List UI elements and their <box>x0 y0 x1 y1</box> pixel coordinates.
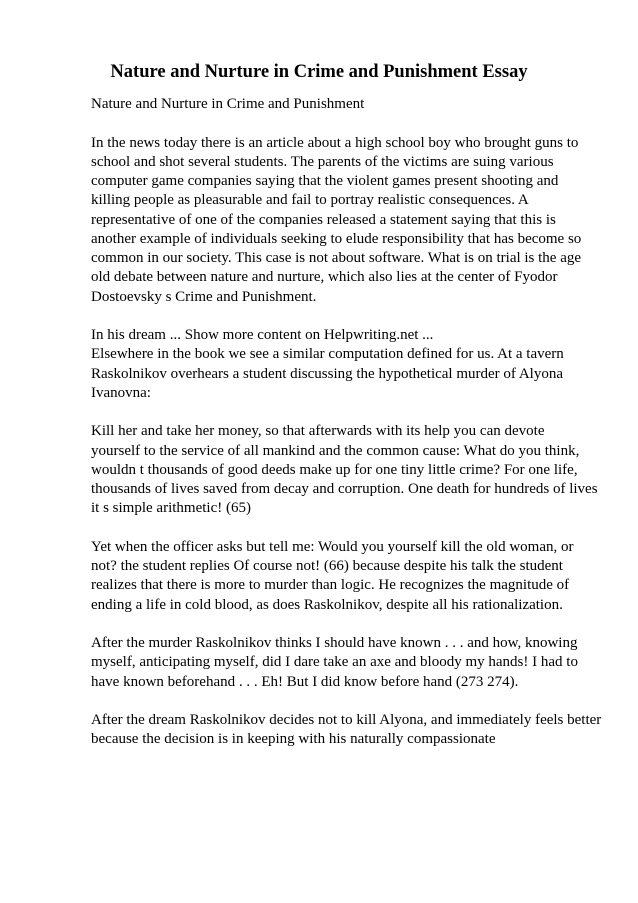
text-line: old debate between nature and nurture, which also lies at the center of Fyodor <box>91 269 558 286</box>
text-line: Elsewhere in the book we see a similar computation defined for us. At a tavern <box>91 346 564 363</box>
text-line: In his dream ... Show more content on Helpwriting.net ... <box>91 327 434 343</box>
paragraph-1 <box>91 134 611 307</box>
text-line: computer game companies saying that the violent games present shooting and <box>91 173 559 189</box>
text-line: realizes that there is more to murder than logic. He recognizes the magnitude of <box>91 577 570 594</box>
document-title: Nature and Nurture in Crime and Punishment Essay <box>110 62 528 82</box>
text-line: In the news today there is an article about a high school boy who brought guns to <box>91 134 579 151</box>
subtitle-line: Nature and Nurture in Crime and Punishment <box>91 96 365 112</box>
text-line: Kill her and take her money, so that afterwards with its help you can devote <box>91 423 545 440</box>
paragraph-2 <box>91 326 611 403</box>
paragraph-6 <box>91 711 611 750</box>
text-line: Yet when the officer asks but tell me: Would you yourself kill the old woman, or <box>91 538 574 555</box>
paragraph-4 <box>91 538 611 615</box>
text-line: because the decision is in keeping with his naturally compassionate <box>91 731 496 748</box>
text-line: Raskolnikov overhears a student discussing the hypothetical murder of Alyona <box>91 365 563 382</box>
paragraph-3-quote <box>91 422 611 518</box>
text-line: wouldn t thousands of good deeds make up for one tiny little crime? For one life, <box>91 461 578 478</box>
text-line: school and shot several students. The parents of the victims are suing various <box>91 153 554 170</box>
text-line: not? the student replies Of course not! (66) because despite his talk the student <box>91 558 563 574</box>
text-line: it s simple arithmetic! (65) <box>91 500 251 517</box>
text-line: Ivanovna: <box>91 384 151 401</box>
document-body <box>91 95 611 769</box>
paragraph-5 <box>91 634 611 692</box>
text-line: thousands of lives saved from decay and corruption. One death for hundreds of lives <box>91 481 598 497</box>
text-line: Dostoevsky s Crime and Punishment. <box>91 288 317 305</box>
text-line: After the dream Raskolnikov decides not to kill Alyona, and immediately feels better <box>91 712 602 728</box>
text-line: ending a life in cold blood, as does Raskolnikov, despite all his rationalization. <box>91 596 563 613</box>
text-line: yourself to the service of all mankind and the common cause: What do you think, <box>91 442 580 459</box>
text-line: After the murder Raskolnikov thinks I should have known . . . and how, knowing <box>91 635 578 651</box>
text-line: another example of individuals seeking to elude responsibility that has become so <box>91 230 582 247</box>
text-line: representative of one of the companies released a statement saying that this is <box>91 211 556 228</box>
text-line: myself, anticipating myself, did I dare take an axe and bloody my hands! I had to <box>91 654 578 671</box>
text-line: killing people as pleasurable and fail to portray realistic consequences. A <box>91 192 529 209</box>
text-line: common in our society. This case is not about software. What is on trial is the age <box>91 250 582 266</box>
text-line: have known beforehand . . . Eh! But I did know before hand (273 274). <box>91 673 519 690</box>
document-subtitle <box>91 95 611 114</box>
